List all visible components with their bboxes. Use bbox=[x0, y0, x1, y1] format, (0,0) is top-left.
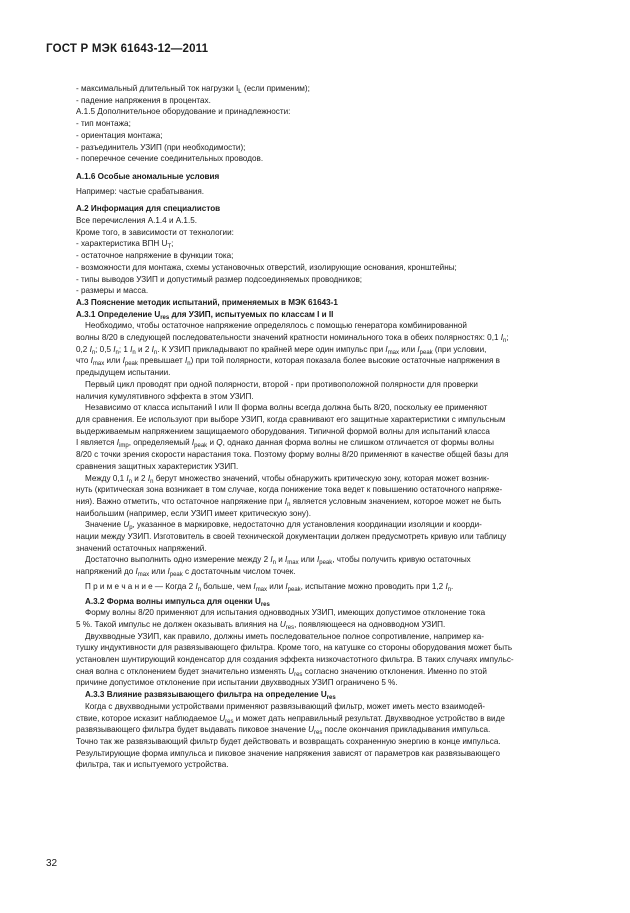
list-item: - падение напряжения в процентах. bbox=[76, 95, 211, 105]
paragraph: Достаточно выполнить одно измерение между 2 $I_n$ и $I_{max}$ или $I_{peak}$, чтобы получить кривую остаточных напряжений до $I_{max}$ или $I_{peak}$ с достаточным числом точек. bbox=[76, 555, 471, 579]
list-item: - остаточное напряжение в функции тока; bbox=[76, 251, 234, 261]
section-heading: А.2 Информация для специалистов bbox=[76, 204, 221, 214]
list-item: - возможности для монтажа, схемы установочных отверстий, изолирующие основания, кронштейны; bbox=[76, 262, 457, 272]
paragraph: Независимо от класса испытаний I или II форма волны всегда должна быть 8/20, поскольку ее применяют для сравнения. Ее используют при выборе УЗИП, когда сравнивают его защитные характеристики с импульсным выдерживаемым напряжением защищаемого оборудования. Типичной формой волны для испытаний класса I является $I_{imp}$, определяемый $I_{peak}$ и Q, однако данная форма волны не слишком отличается от формы волны 8/20 с точки зрения скорости нарастания тока. Поэтому форму волны 8/20 применяют в качестве общей базы для сравнения защитных характеристик УЗИП. bbox=[76, 403, 509, 471]
subsection-heading: А.3.1 Определение $U_{res}$ для УЗИП, испытуемых по классам I и II bbox=[76, 309, 334, 321]
subsection-heading: А.3.3 Влияние развязывающего фильтра на определение $U_{res}$ bbox=[85, 690, 336, 702]
page-header: ГОСТ Р МЭК 61643-12—2011 bbox=[46, 43, 209, 55]
list-item: - максимальный длительный ток нагрузки $I_L$ (если применим); bbox=[76, 84, 310, 95]
paragraph: Необходимо, чтобы остаточное напряжение определялось с помощью генератора комбинированной волны 8/20 в следующей последовательности значений кратности номинального тока в обеих полярностях: 0,1 $I_n$; 0,2 $I_n$; 0,5 $I_n$; 1 $I_n$ и 2 $I_n$. К УЗИП прикладывают по крайней мере один импульс при $I_{max}$ или $I_{peak}$ (при условии, что $I_{max}$ или $I_{peak}$ превышает $I_n$) при той полярности, которая показала более высокие остаточные напряжения в предыдущем испытании. bbox=[76, 321, 509, 378]
list-item: - поперечное сечение соединительных проводов. bbox=[76, 154, 264, 164]
list-item: Кроме того, в зависимости от технологии: bbox=[76, 227, 234, 237]
paragraph: Форму волны 8/20 применяют для испытания одновводных УЗИП, имеющих допустимое отклонение тока 5 %. Такой импульс не должен оказывать влияния на $U_{res}$, появляющееся на одновводном УЗИП. bbox=[76, 608, 486, 631]
paragraph: Значение $U_p$, указанное в маркировке, недостаточно для установления координации изоляции и коорди- нации между УЗИП. Изготовитель в своей технической документации должен предусмотреть кривую или таблицу значений остаточных напряжений. bbox=[76, 520, 507, 553]
list-item: - ориентация монтажа; bbox=[76, 130, 163, 140]
list-item: Все перечисления А.1.4 и А.1.5. bbox=[76, 216, 197, 226]
paragraph: Первый цикл проводят при одной полярности, второй - при противоположной полярности для проверки наличия кумулятивного эффекта в этом УЗИП. bbox=[76, 379, 478, 401]
paragraph: Между 0,1 $I_n$ и 2 $I_n$ берут множество значений, чтобы обнаружить критическую зону, которая может возник- нуть (критическая зона возникает в том случае, когда понижение тока ведет к повышению остаточного напряже- ния). Важно отметить, что остаточное напряжение при $I_n$ является условным значением, которое может не быть наибольшим (например, если УЗИП имеет критическую зону). bbox=[76, 473, 503, 518]
page-number: 32 bbox=[46, 858, 58, 869]
subsection-heading: А.3.2 Форма волны импульса для оценки $U_{res}$ bbox=[85, 596, 270, 608]
list-item: - характеристика ВПН $U_T$; bbox=[76, 239, 174, 251]
paragraph: Двухвводные УЗИП, как правило, должны иметь последовательное полное сопротивление, например ка- тушку индуктивности для развязывающего фильтра. Кроме того, на катушке со стороны оборудования может быть установлен шунтирующий конденсатор для создания эффекта низкочастотного фильтра. В таких случаях импульс- сная волна с отклонением будет значительно изменять $U_{res}$ согласно значению отклонения. Именно по этой причине допустимое отклонение при испытании двухвводных УЗИП ограничено 5 %. bbox=[76, 631, 514, 688]
paragraph: Например: частые срабатывания. bbox=[76, 186, 205, 196]
paragraph: Когда с двухвводными устройствами применяют развязывающий фильтр, может иметь место взаимодей- ствие, которое исказит наблюдаемое $U_{res}$ и может дать неправильный результат. Двухвводное устройство в виде развязывающего фильтра будет выдавать пиковое значение $U_{res}$ после окончания прикладывания импульса. Точно так же развязывающий фильтр будет действовать и возвращать сохраненную энергию в конце импульса. Результирующие форма импульса и пиковое значение напряжения зависят от параметров как развязывающего фильтра, так и испытуемого устройства. bbox=[76, 701, 505, 770]
section-heading: А.3 Пояснение методик испытаний, применяемых в МЭК 61643-1 bbox=[76, 297, 338, 307]
list-item: - разъединитель УЗИП (при необходимости); bbox=[76, 142, 246, 152]
note: П р и м е ч а н и е — Когда 2 $I_n$ больше, чем $I_{max}$ или $I_{peak}$, испытание можно проводить при 1,2 $I_n$. bbox=[85, 581, 454, 593]
list-item: - размеры и масса. bbox=[76, 286, 149, 296]
list-item: - типы выводов УЗИП и допустимый размер подсоединяемых проводников; bbox=[76, 274, 363, 284]
section-heading: А.1.6 Особые аномальные условия bbox=[76, 171, 220, 181]
list-item: - тип монтажа; bbox=[76, 119, 131, 129]
document-body bbox=[76, 83, 584, 771]
list-item: А.1.5 Дополнительное оборудование и принадлежности: bbox=[76, 107, 291, 117]
